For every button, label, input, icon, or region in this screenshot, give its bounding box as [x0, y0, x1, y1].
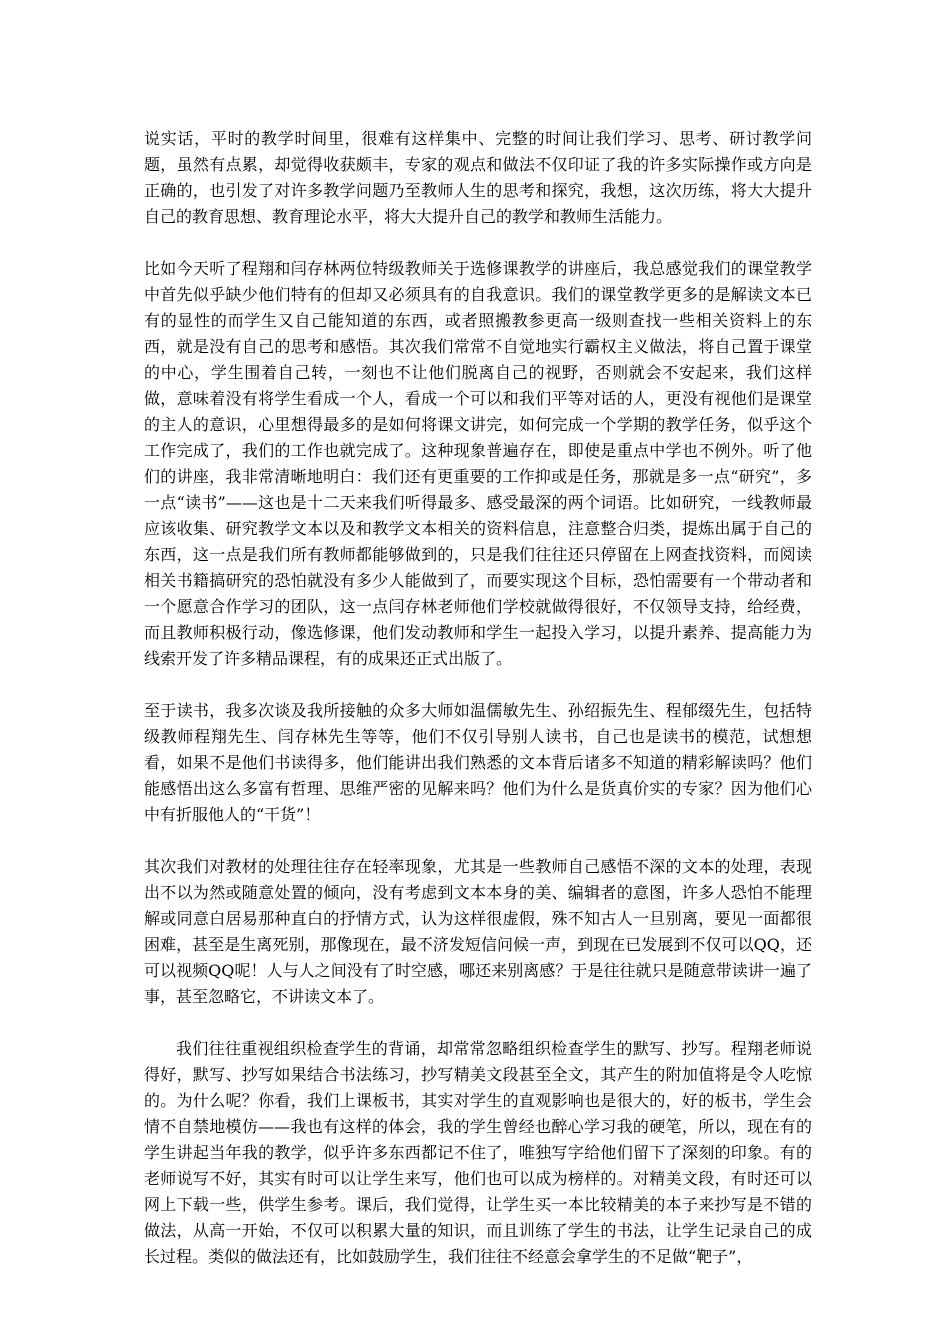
paragraph-5: 我们往往重视组织检查学生的背诵，却常常忽略组织检查学生的默写、抄写。程翔老师说得好，默写、抄写如果结合书法练习，抄写精美文段甚至全文，其产生的附加值将是令人吃惊的。为什么呢？你看，我们上课板书，其实对学生的直观影响也是很大的，好的板书，学生会情不自禁地模仿——我也有这样的体会，我的学生曾经也醉心学习我的硬笔，所以，现在有的学生讲起当年我的教学，似乎许多东西都记不住了，唯独写字给他们留下了深刻的印象。有的老师说写不好，其实有时可以让学生来写，他们也可以成为榜样的。对精美文段，有时还可以网上下载一些，供学生参考。课后，我们觉得，让学生买一本比较精美的本子来抄写是不错的做法，从高一开始，不仅可以积累大量的知识，而且训练了学生的书法，让学生记录自己的成长过程。类似的做法还有，比如鼓励学生，我们往往不经意会拿学生的不足做“靶子”，	[144, 1039, 812, 1266]
paragraph-4: 其次我们对教材的处理往往存在轻率现象，尤其是一些教师自己感悟不深的文本的处理，表现出不以为然或随意处置的倾向，没有考虑到文本本身的美、编辑者的意图，许多人恐怕不能理解或同意白居易那种直白的抒情方式，认为这样很虚假，殊不知古人一旦别离，要见一面都很困难，甚至是生离死别，那像现在，最不济发短信问候一声，到现在已发展到不仅可以QQ，还可以视频QQ呢！人与人之间没有了时空感，哪还来别离感？于是往往就只是随意带读讲一遍了事，甚至忽略它，不讲读文本了。	[144, 857, 812, 1006]
paragraph-2: 比如今天听了程翔和闫存林两位特级教师关于选修课教学的讲座后，我总感觉我们的课堂教学中首先似乎缺少他们特有的但却又必须具有的自我意识。我们的课堂教学更多的是解读文本已有的显性的而学生又自己能知道的东西，或者照搬教参更高一级则查找一些相关资料上的东西，就是没有自己的思考和感悟。其次我们常常不自觉地实行霸权主义做法，将自己置于课堂的中心，学生围着自己转，一刻也不让他们脱离自己的视野，否则就会不安起来，我们这样做，意味着没有将学生看成一个人，看成一个可以和我们平等对话的人，更没有视他们是课堂的主人的意识，心里想得最多的是如何将课文讲完，如何完成一个学期的教学任务，似乎这个工作完成了，我们的工作也就完成了。这种现象普遍存在，即使是重点中学也不例外。听了他们的讲座，我非常清晰地明白：我们还有更重要的工作抑或是任务，那就是多一点“研究”，多一点“读书”——这也是十二天来我们听得最多、感受最深的两个词语。比如研究，一线教师最应该收集、研究教学文本以及和教学文本相关的资料信息，注意整合归类，提炼出属于自己的东西，这一点是我们所有教师都能够做到的，只是我们往往还只停留在上网查找资料，而阅读相关书籍搞研究的恐怕就没有多少人能做到了，而要实现这个目标，恐怕需要有一个带动者和一个愿意合作学习的团队，这一点闫存林老师他们学校就做得很好，不仅领导支持，给经费，而且教师积极行动，像选修课，他们发动教师和学生一起投入学习，以提升素养、提高能力为线索开发了许多精品课程，有的成果还正式出版了。	[144, 259, 812, 668]
paragraph-1: 说实话，平时的教学时间里，很难有这样集中、完整的时间让我们学习、思考、研讨教学问题，虽然有点累，却觉得收获颇丰，专家的观点和做法不仅印证了我的许多实际操作或方向是正确的，也引发了对许多教学问题乃至教师人生的思考和探究，我想，这次历练，将大大提升自己的教育思想、教育理论水平，将大大提升自己的教学和教师生活能力。	[144, 129, 812, 226]
paragraph-3: 至于读书，我多次谈及我所接触的众多大师如温儒敏先生、孙绍振先生、程郁缀先生，包括特级教师程翔先生、闫存林先生等等，他们不仅引导别人读书，自己也是读书的模范，试想想看，如果不是他们书读得多，他们能讲出我们熟悉的文本背后诸多不知道的精彩解读吗？他们能感悟出这么多富有哲理、思维严密的见解来吗？他们为什么是货真价实的专家？因为他们心中有折服他人的“干货”！	[144, 701, 812, 824]
document-body	[144, 126, 812, 1296]
